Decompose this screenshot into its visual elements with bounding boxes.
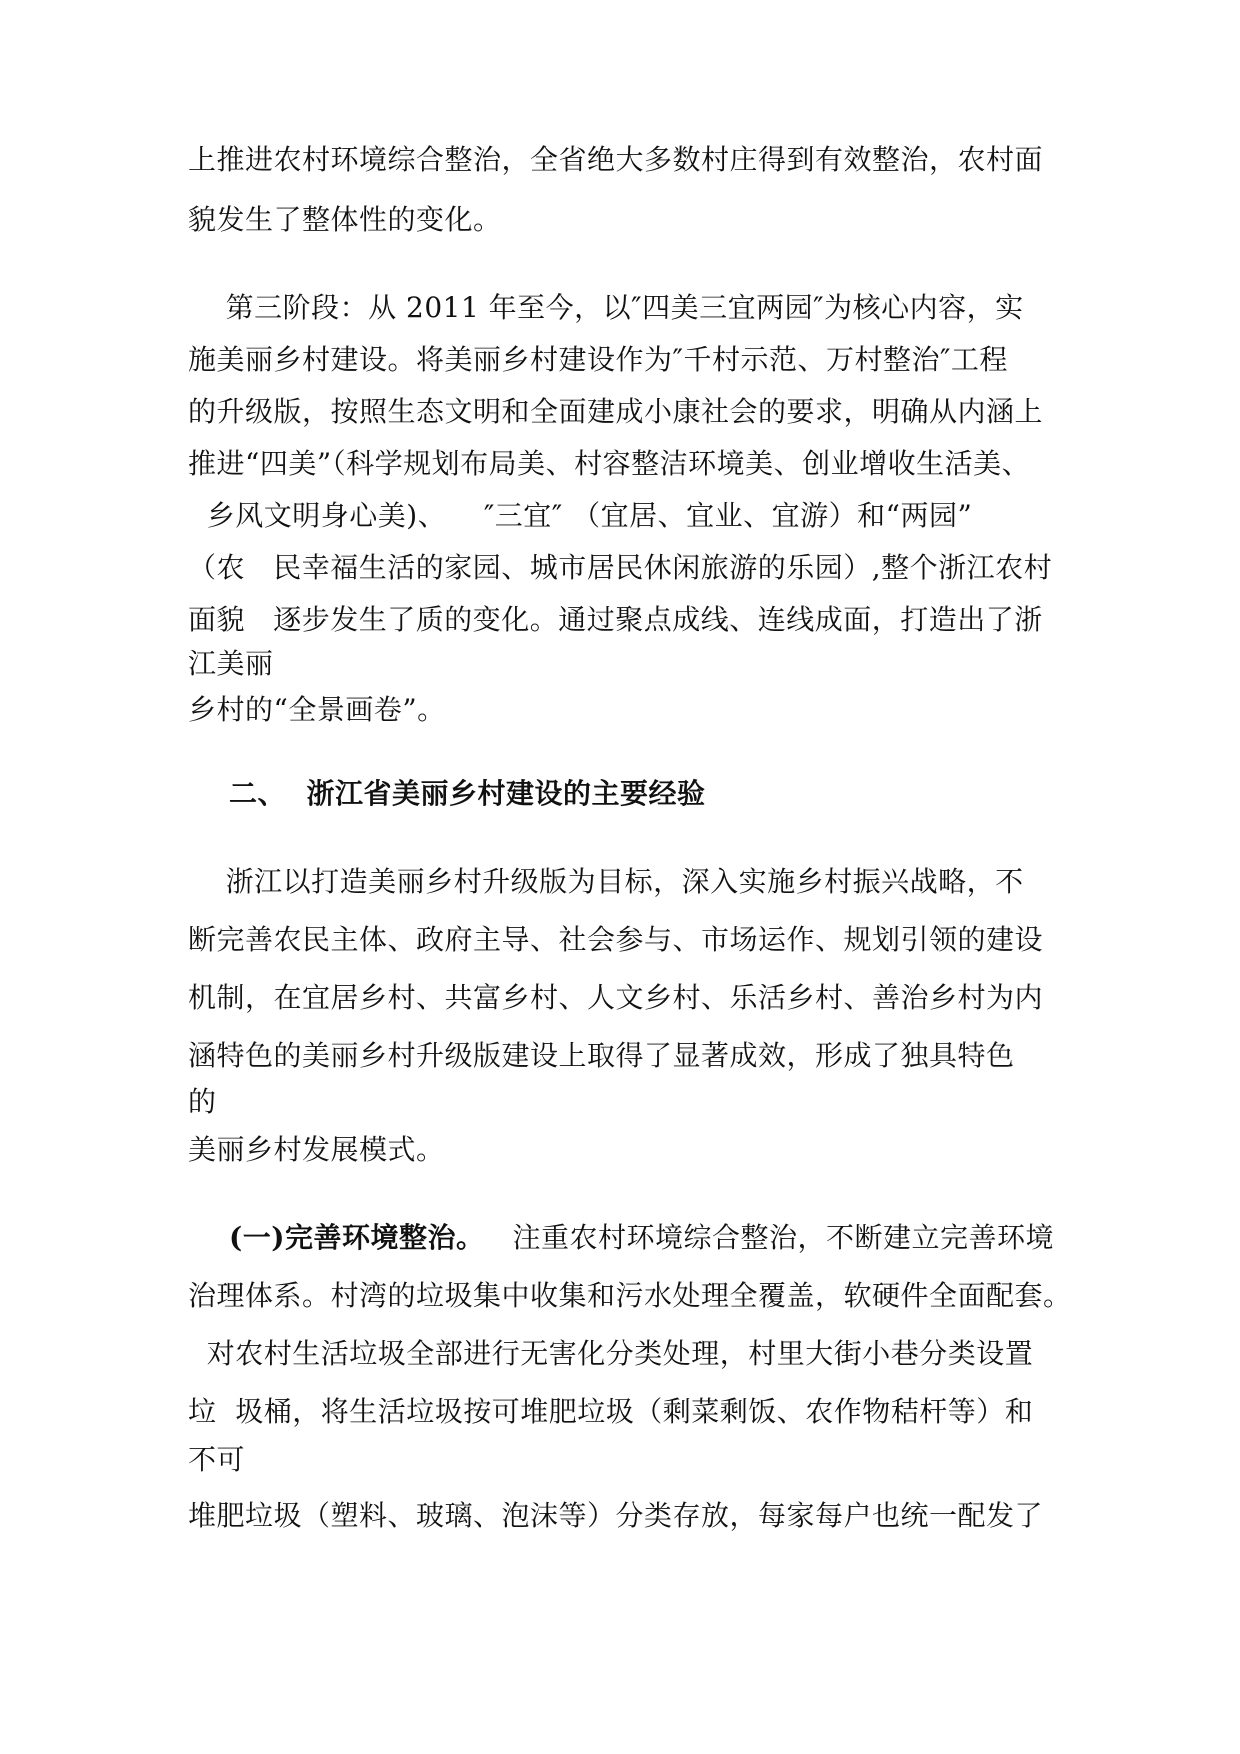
subsection-text: 注重农村环境综合整治，不断建立完善环境 xyxy=(512,1221,1055,1254)
paragraph-line: 面貌 逐步发生了质的变化。通过聚点成线、连线成面，打造出了浙 xyxy=(188,603,1043,636)
paragraph-line: 断完善农民主体、政府主导、社会参与、市场运作、规划引领的建设 xyxy=(188,923,1044,956)
paragraph-line: 堆肥垃圾（塑料、玻璃、泡沫等）分类存放，每家每户也统一配发了 xyxy=(188,1499,1044,1532)
paragraph-line: 貌发生了整体性的变化。 xyxy=(188,203,502,236)
section-heading: 二、 浙江省美丽乡村建设的主要经验 xyxy=(188,777,706,810)
paragraph-line: 不可 xyxy=(188,1443,246,1476)
paragraph-line: 第三阶段：从 2011 年至今，以″四美三宜两园″为核心内容，实 xyxy=(188,291,1024,324)
subsection-heading: (一)完善环境整治。 xyxy=(188,1221,485,1254)
paragraph-line: 机制，在宜居乡村、共富乡村、人文乡村、乐活乡村、善治乡村为内 xyxy=(188,981,1044,1014)
paragraph-line: 推进“四美”（科学规划布局美、村容整洁环境美、创业增收生活美、 xyxy=(188,447,1031,480)
paragraph-line: 江美丽 xyxy=(188,647,274,680)
paragraph-line: 施美丽乡村建设。将美丽乡村建设作为″千村示范、万村整治″工程 xyxy=(188,343,1008,376)
paragraph-line: 上推进农村环境综合整治，全省绝大多数村庄得到有效整治，农村面 xyxy=(188,143,1044,176)
paragraph-line: （农 民幸福生活的家园、城市居民休闲旅游的乐园）,整个浙江农村 xyxy=(188,551,1053,584)
paragraph-line: 浙江以打造美丽乡村升级版为目标，深入实施乡村振兴战略，不 xyxy=(188,865,1024,898)
paragraph-line: 涵特色的美丽乡村升级版建设上取得了显著成效，形成了独具特色 xyxy=(188,1039,1015,1072)
paragraph-line xyxy=(188,1218,1054,1258)
paragraph-line: 垃 圾桶，将生活垃圾按可堆肥垃圾（剩菜剩饭、农作物秸杆等）和 xyxy=(188,1395,1034,1428)
paragraph-line: 的升级版，按照生态文明和全面建成小康社会的要求，明确从内涵上 xyxy=(188,395,1044,428)
paragraph-line: 乡风文明身心美)、 ″三宜″ （宜居、宜业、宜游）和“两园” xyxy=(188,499,973,532)
paragraph-line: 治理体系。村湾的垃圾集中收集和污水处理全覆盖，软硬件全面配套。 xyxy=(188,1279,1072,1312)
paragraph-line: 美丽乡村发展模式。 xyxy=(188,1133,445,1166)
paragraph-line: 乡村的“全景画卷”。 xyxy=(188,693,446,726)
paragraph-line: 对农村生活垃圾全部进行无害化分类处理，村里大街小巷分类设置 xyxy=(188,1337,1034,1370)
paragraph-line: 的 xyxy=(188,1085,217,1118)
